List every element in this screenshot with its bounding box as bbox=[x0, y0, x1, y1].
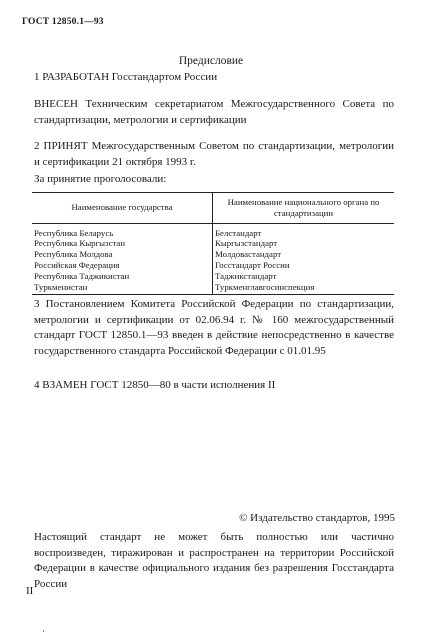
developed-by-paragraph: 1 РАЗРАБОТАН Госстандартом России bbox=[34, 71, 218, 83]
table-row bbox=[32, 260, 394, 271]
voted-label: За принятие проголосовали: bbox=[34, 173, 167, 185]
reproduction-notice: Настоящий стандарт не может быть полностью или частично воспроизведен, тиражирован и распространен на территории Российской Федерации в качестве официального издания без разрешения Госстандарта России bbox=[34, 531, 394, 590]
body-cell: Туркменглавгосинспекция bbox=[213, 282, 395, 295]
state-cell: Туркменистан bbox=[32, 282, 213, 295]
submitted-by-paragraph: ВНЕСЕН Техническим секретариатом Межгосударственного Совета по стандартизации, метрологии и сертификации bbox=[34, 98, 394, 126]
column-header-state: Наименование государства bbox=[32, 193, 213, 224]
table-row bbox=[32, 223, 394, 238]
table-row bbox=[32, 249, 394, 260]
state-cell: Республика Таджикистан bbox=[34, 270, 130, 281]
body-cell: Госстандарт России bbox=[213, 260, 395, 271]
body-cell: Белстандарт bbox=[213, 223, 395, 238]
copyright-line: © Издательство стандартов, 1995 bbox=[239, 512, 395, 524]
body-cell: Кыргызстандарт bbox=[213, 238, 395, 249]
table-header-row bbox=[32, 193, 394, 224]
table-row bbox=[32, 271, 394, 282]
adopted-by-paragraph: 2 ПРИНЯТ Межгосударственным Советом по стандартизации, метрологии и сертификации 21 октября 1993 г. bbox=[34, 140, 394, 168]
column-header-body: Наименование национального органа по стандартизации bbox=[213, 193, 395, 224]
preface-title: Предисловие bbox=[178, 55, 244, 67]
body-cell: Молдовастандарт bbox=[213, 249, 395, 260]
doc-code-header: ГОСТ 12850.1—93 bbox=[22, 17, 104, 27]
voting-states-table bbox=[32, 192, 394, 295]
state-cell: Российская Федерация bbox=[34, 259, 120, 270]
decree-paragraph: 3 Постановлением Комитета Российской Федерации по стандартизации, метрологии и сертификации от 02.06.94 г. № 160 межгосударственный стандарт ГОСТ 12850.1—93 введен в действие непосредственно в качестве государственного стандарта Российской Федерации с 01.01.95 bbox=[34, 298, 394, 357]
table-row bbox=[32, 282, 394, 295]
state-cell: Республика Молдова bbox=[34, 249, 113, 260]
state-cell: Республика Кыргызстан bbox=[34, 238, 126, 249]
body-cell: Таджикстандарт bbox=[213, 271, 395, 282]
table-row bbox=[32, 238, 394, 249]
state-cell: Республика Беларусь bbox=[34, 227, 114, 238]
page-number: II bbox=[26, 585, 34, 597]
replaces-paragraph: 4 ВЗАМЕН ГОСТ 12850—80 в части исполнения II bbox=[34, 379, 276, 391]
scan-speck bbox=[43, 630, 44, 632]
